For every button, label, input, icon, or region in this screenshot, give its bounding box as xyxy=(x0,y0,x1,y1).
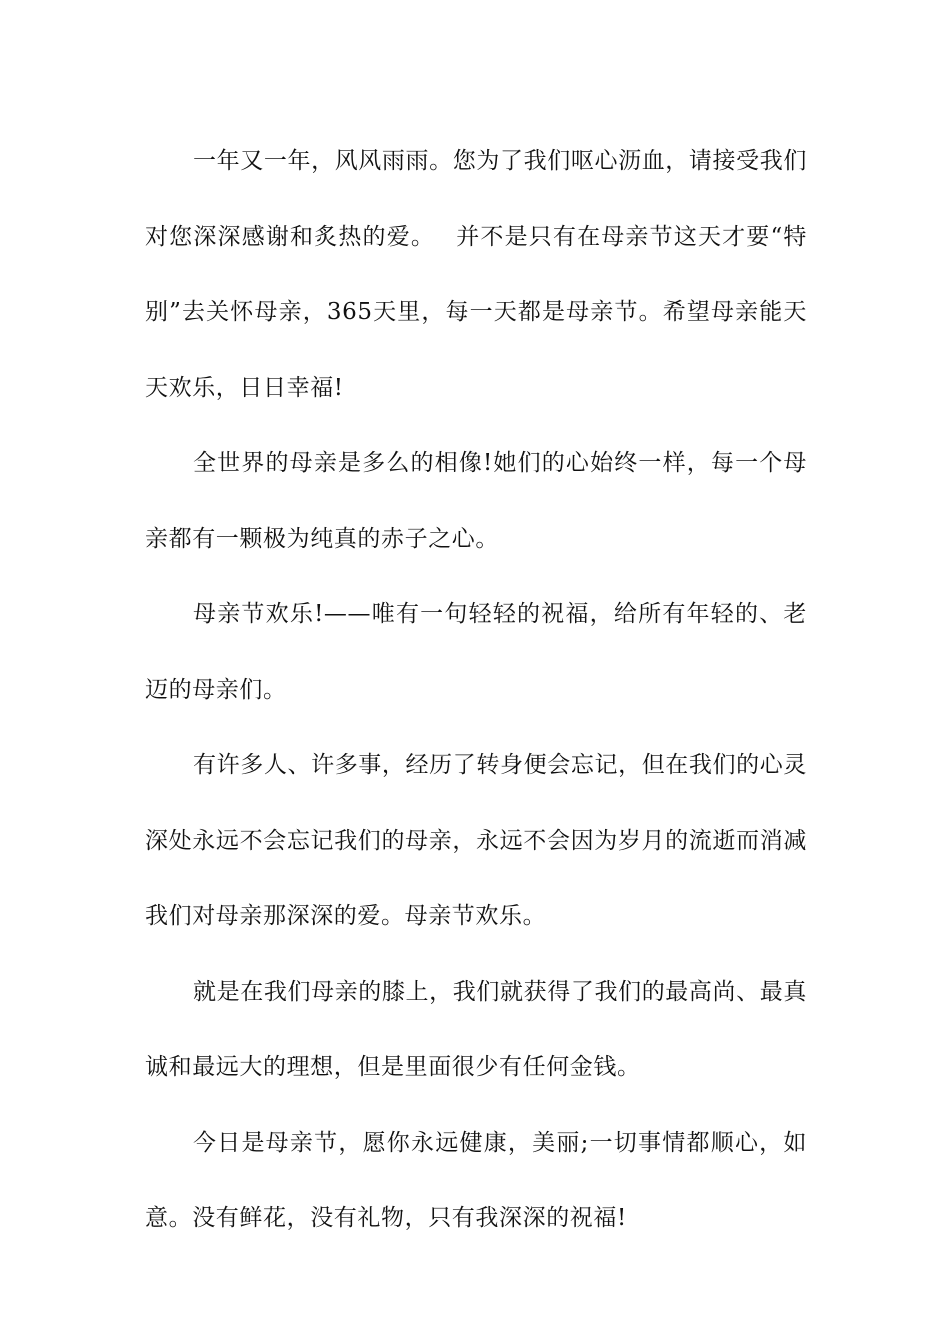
paragraph-4: 有许多人、许多事，经历了转身便会忘记，但在我们的心灵深处永远不会忘记我们的母亲，永远不会因为岁月的流逝而消减我们对母亲那深深的爱。母亲节欢乐。 xyxy=(145,752,807,929)
paragraph-5: 就是在我们母亲的膝上，我们就获得了我们的最高尚、最真诚和最远大的理想，但是里面很少有任何金钱。 xyxy=(145,978,807,1080)
paragraph-3: 母亲节欢乐!——唯有一句轻轻的祝福，给所有年轻的、老迈的母亲们。 xyxy=(145,601,807,703)
paragraph-2: 全世界的母亲是多么的相像!她们的心始终一样，每一个母亲都有一颗极为纯真的赤子之心。 xyxy=(145,450,807,552)
document-body xyxy=(145,124,807,1257)
paragraph-6: 今日是母亲节，愿你永远健康，美丽;一切事情都顺心，如意。没有鲜花，没有礼物，只有我深深的祝福! xyxy=(145,1129,807,1231)
paragraph-1: 一年又一年，风风雨雨。您为了我们呕心沥血，请接受我们对您深深感谢和炙热的爱。 并不是只有在母亲节这天才要“特别”去关怀母亲，365天里，每一天都是母亲节。希望母亲能天天欢乐，日日幸福! xyxy=(145,148,807,401)
